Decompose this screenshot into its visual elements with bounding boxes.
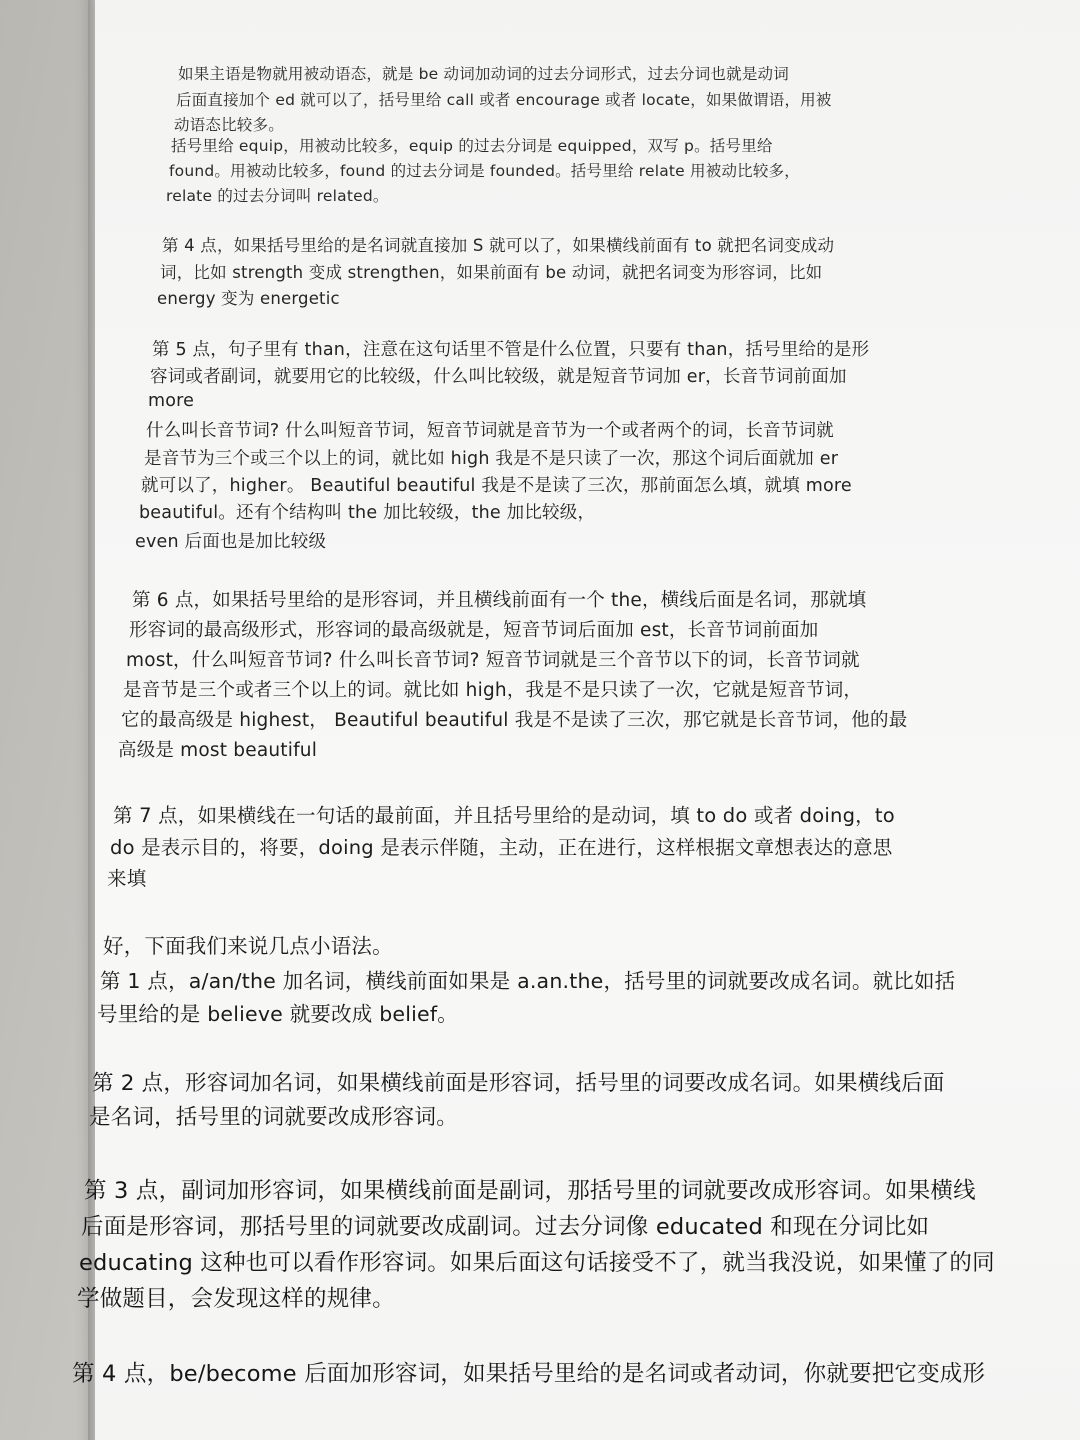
text-line: 第 4 点，如果括号里给的是名词就直接加 S 就可以了，如果横线前面有 to 就把名词变成动: [162, 236, 835, 255]
text-line: 动语态比较多。: [174, 116, 284, 134]
text-line: 什么叫长音节词? 什么叫短音节词，短音节词就是音节为一个或者两个的词，长音节词就: [146, 421, 834, 441]
text-line: 高级是 most beautiful: [118, 740, 318, 761]
text-line: 第 7 点，如果横线在一句话的最前面，并且括号里给的是动词，填 to do 或者 doing，to: [113, 804, 895, 827]
text-line: 形容词的最高级形式，形容词的最高级就是，短音节词后面加 est，长音节词前面加: [129, 620, 819, 641]
text-line: 第 6 点，如果括号里给的是形容词，并且横线前面有一个 the，横线后面是名词，那就填: [132, 590, 867, 611]
text-line: beautiful。还有个结构叫 the 加比较级，the 加比较级，: [139, 503, 596, 523]
text-line: 是音节是三个或者三个以上的词。就比如 high，我是不是只读了一次，它就是短音节词，: [123, 680, 863, 701]
text-line: even 后面也是加比较级: [135, 532, 327, 552]
text-line: 容词或者副词，就要用它的比较级，什么叫比较级，就是短音节词加 er，长音节词前面加: [150, 367, 847, 387]
text-line: 括号里给 equip，用被动比较多，equip 的过去分词是 equipped，双写 p。括号里给: [171, 137, 773, 155]
text-line: 是音节为三个或三个以上的词，就比如 high 我是不是只读了一次，那这个词后面就加 er: [144, 449, 839, 469]
text-line: 词，比如 strength 变成 strengthen，如果前面有 be 动词，就把名词变为形容词，比如: [160, 263, 823, 282]
text-line: educating 这种也可以看作形容词。如果后面这句话接受不了，就当我没说，如果懂了的同: [79, 1250, 995, 1276]
text-line: 第 3 点，副词加形容词，如果横线前面是副词，那括号里的词就要改成形容词。如果横线: [84, 1178, 976, 1204]
text-line: 好，下面我们来说几点小语法。: [103, 934, 393, 958]
text-line: 第 2 点，形容词加名词，如果横线前面是形容词，括号里的词要改成名词。如果横线后面: [92, 1071, 945, 1096]
text-line: 学做题目，会发现这样的规律。: [77, 1286, 395, 1312]
text-line: 来填: [107, 867, 147, 890]
text-line: 是名词，括号里的词就要改成形容词。: [89, 1105, 458, 1130]
text-line: more: [148, 391, 195, 411]
text-line: 第 4 点，be/become 后面加形容词，如果括号里给的是名词或者动词，你就要把它变成形: [72, 1361, 986, 1387]
text-line: 如果主语是物就用被动语态，就是 be 动词加动词的过去分词形式，过去分词也就是动词: [178, 65, 789, 83]
text-line: 第 5 点，句子里有 than，注意在这句话里不管是什么位置，只要有 than，括号里给的是形: [152, 340, 870, 360]
text-line: most，什么叫短音节词? 什么叫长音节词? 短音节词就是三个音节以下的词，长音节词就: [126, 650, 860, 671]
text-line: 后面直接加个 ed 就可以了，括号里给 call 或者 encourage 或者 locate，如果做谓语，用被: [176, 91, 832, 109]
text-line: do 是表示目的，将要，doing 是表示伴随，主动，正在进行，这样根据文章想表达的意思: [110, 836, 893, 859]
text-line: energy 变为 energetic: [157, 289, 340, 308]
text-line: 第 1 点，a/an/the 加名词，横线前面如果是 a.an.the，括号里的词就要改成名词。就比如括: [100, 969, 956, 993]
text-line: 号里给的是 believe 就要改成 belief。: [97, 1002, 458, 1026]
text-line: relate 的过去分词叫 related。: [166, 187, 389, 205]
text-line: 后面是形容词，那括号里的词就要改成副词。过去分词像 educated 和现在分词比如: [81, 1214, 930, 1240]
text-line: 它的最高级是 highest， Beautiful beautiful 我是不是读了三次，那它就是长音节词，他的最: [121, 710, 908, 731]
text-line: found。用被动比较多，found 的过去分词是 founded。括号里给 relate 用被动比较多，: [169, 162, 800, 180]
text-line: 就可以了，higher。 Beautiful beautiful 我是不是读了三次，那前面怎么填，就填 more: [141, 476, 852, 496]
